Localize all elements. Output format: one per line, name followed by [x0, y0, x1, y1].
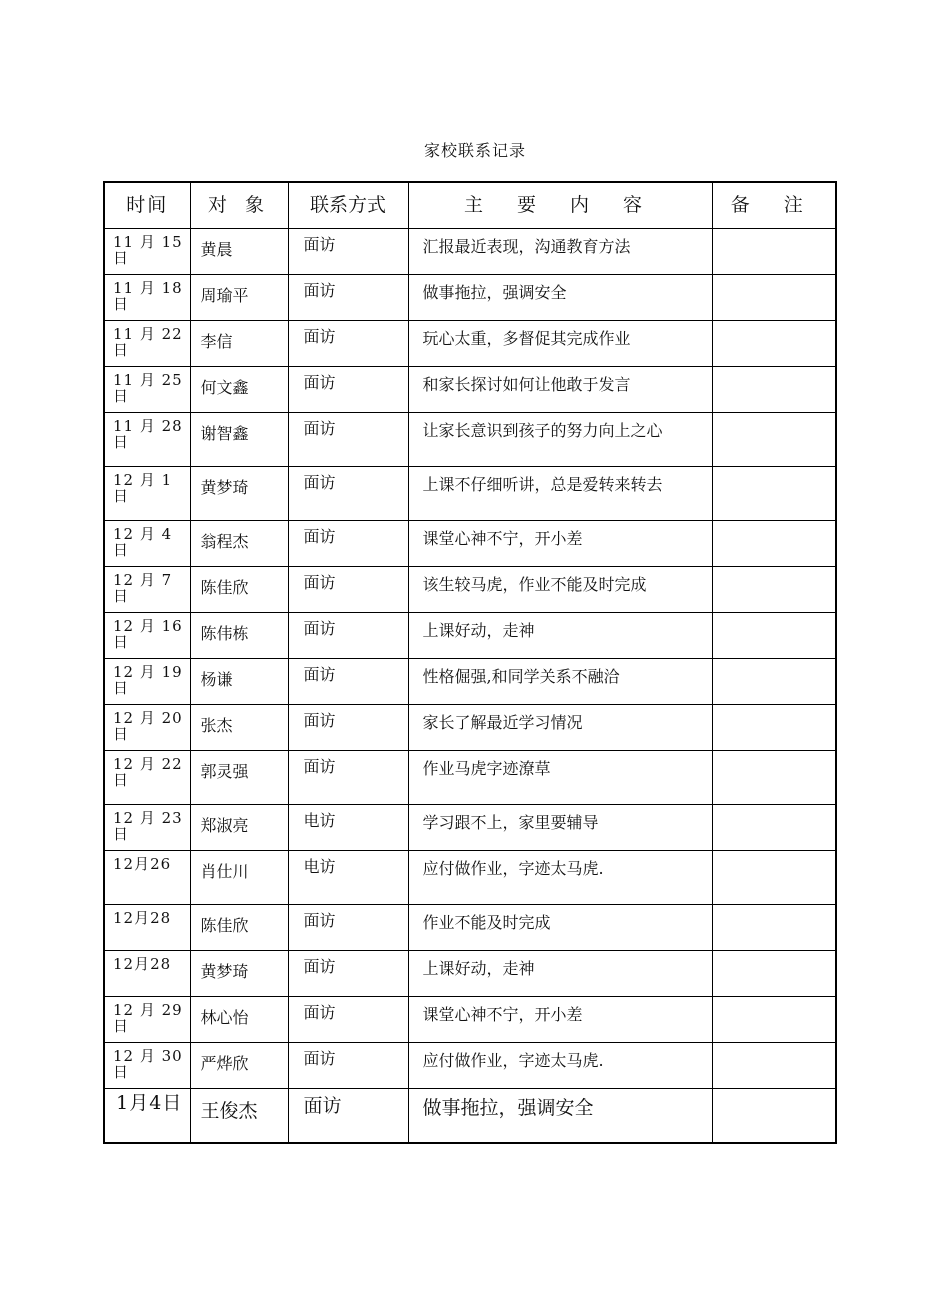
record-notes-cell: [712, 951, 836, 997]
record-method: 面访: [303, 1003, 336, 1022]
record-name-cell: [190, 1089, 288, 1144]
record-method-cell: [288, 367, 408, 413]
table-row: [104, 659, 836, 705]
record-method: 面访: [303, 327, 336, 346]
record-date: 12月28: [113, 955, 172, 973]
record-notes-cell: [712, 805, 836, 851]
table-header-row: [104, 182, 836, 229]
table-row: [104, 705, 836, 751]
record-name-cell: [190, 705, 288, 751]
record-name-cell: [190, 805, 288, 851]
record-method-cell: [288, 659, 408, 705]
record-method: 面访: [303, 573, 336, 592]
record-name-cell: [190, 413, 288, 467]
record-date: 12 月 23 日: [113, 809, 183, 843]
record-date-cell: [104, 951, 190, 997]
record-content: 课堂心神不宁，开小差: [422, 1005, 583, 1024]
record-name-cell: [190, 275, 288, 321]
record-name-cell: [190, 851, 288, 905]
record-name: 郑淑亮: [200, 816, 249, 835]
table-row: [104, 613, 836, 659]
record-method-cell: [288, 613, 408, 659]
record-notes-cell: [712, 1089, 836, 1144]
record-name: 严烨欣: [200, 1054, 249, 1073]
record-method: 面访: [303, 619, 336, 638]
record-method-cell: [288, 413, 408, 467]
table-body: [104, 229, 836, 1144]
record-date: 12 月 22 日: [113, 755, 183, 789]
record-method: 面访: [303, 527, 336, 546]
record-content-cell: [408, 1089, 712, 1144]
record-name-cell: [190, 367, 288, 413]
record-name: 王俊杰: [200, 1100, 258, 1122]
record-notes-cell: [712, 275, 836, 321]
record-date-cell: [104, 1089, 190, 1144]
table-row: [104, 229, 836, 275]
record-date-cell: [104, 805, 190, 851]
record-notes: [713, 951, 836, 958]
record-notes: [713, 751, 836, 758]
record-date-cell: [104, 567, 190, 613]
record-date: 11 月 28 日: [113, 417, 183, 451]
record-notes: [713, 613, 836, 620]
record-date: 11 月 22 日: [113, 325, 183, 359]
record-method-cell: [288, 997, 408, 1043]
record-notes: [713, 805, 836, 812]
record-notes: [713, 997, 836, 1004]
record-notes-cell: [712, 467, 836, 521]
record-content: 家长了解最近学习情况: [422, 713, 583, 732]
table-row: [104, 751, 836, 805]
record-method-cell: [288, 705, 408, 751]
table-row: [104, 997, 836, 1043]
page-title: 家校联系记录: [423, 141, 526, 160]
record-notes-cell: [712, 705, 836, 751]
record-method-cell: [288, 1089, 408, 1144]
record-content-cell: [408, 275, 712, 321]
record-content-cell: [408, 521, 712, 567]
record-date-cell: [104, 705, 190, 751]
record-notes: [713, 1043, 836, 1050]
record-name: 黄梦琦: [200, 478, 249, 497]
record-content-cell: [408, 567, 712, 613]
table-row: [104, 321, 836, 367]
record-notes-cell: [712, 659, 836, 705]
record-content: 上课好动，走神: [422, 959, 535, 978]
record-method: 面访: [303, 1095, 342, 1117]
record-content: 学习跟不上，家里要辅导: [422, 813, 599, 832]
record-method: 面访: [303, 281, 336, 300]
table-row: [104, 905, 836, 951]
record-content-cell: [408, 851, 712, 905]
record-content-cell: [408, 751, 712, 805]
record-date: 12 月 1 日: [113, 471, 173, 505]
record-date: 12月26: [113, 855, 172, 873]
record-date-cell: [104, 521, 190, 567]
record-name: 黄梦琦: [200, 962, 249, 981]
record-content: 作业马虎字迹潦草: [422, 759, 551, 778]
table-row: [104, 367, 836, 413]
table-row: [104, 1043, 836, 1089]
record-name-cell: [190, 321, 288, 367]
record-notes: [713, 1089, 836, 1096]
record-notes-cell: [712, 1043, 836, 1089]
record-name-cell: [190, 905, 288, 951]
record-name: 周瑜平: [200, 286, 249, 305]
header-notes: 备 注: [712, 182, 836, 229]
record-method-cell: [288, 905, 408, 951]
record-content-cell: [408, 467, 712, 521]
record-name-cell: [190, 1043, 288, 1089]
record-date-cell: [104, 905, 190, 951]
record-name-cell: [190, 521, 288, 567]
record-name: 黄晨: [200, 240, 233, 259]
record-content-cell: [408, 951, 712, 997]
record-date: 12 月 19 日: [113, 663, 183, 697]
record-notes-cell: [712, 521, 836, 567]
record-date-cell: [104, 851, 190, 905]
record-method-cell: [288, 1043, 408, 1089]
record-date: 1月4日: [116, 1092, 183, 1114]
record-name: 陈佳欣: [200, 578, 249, 597]
record-name: 杨谦: [200, 670, 233, 689]
record-content: 上课好动，走神: [422, 621, 535, 640]
record-notes: [713, 567, 836, 574]
header-method: 联系方式: [288, 182, 408, 229]
record-method-cell: [288, 951, 408, 997]
record-method-cell: [288, 751, 408, 805]
record-notes-cell: [712, 413, 836, 467]
table-row: [104, 1089, 836, 1144]
record-date: 12月28: [113, 909, 172, 927]
record-notes-cell: [712, 321, 836, 367]
record-name-cell: [190, 951, 288, 997]
record-content-cell: [408, 659, 712, 705]
record-method: 面访: [303, 235, 336, 254]
record-content-cell: [408, 997, 712, 1043]
record-method-cell: [288, 805, 408, 851]
record-date-cell: [104, 229, 190, 275]
record-notes: [713, 851, 836, 858]
record-notes: [713, 229, 836, 236]
record-notes-cell: [712, 613, 836, 659]
record-name-cell: [190, 613, 288, 659]
record-notes-cell: [712, 851, 836, 905]
record-date: 12 月 16 日: [113, 617, 183, 651]
record-content: 该生较马虎，作业不能及时完成: [422, 575, 647, 594]
record-date: 12 月 20 日: [113, 709, 183, 743]
record-name-cell: [190, 229, 288, 275]
record-method: 面访: [303, 1049, 336, 1068]
table-row: [104, 851, 836, 905]
record-method-cell: [288, 567, 408, 613]
record-content-cell: [408, 613, 712, 659]
record-method: 电访: [303, 857, 336, 876]
record-name: 肖仕川: [200, 862, 249, 881]
table-row: [104, 951, 836, 997]
record-content: 汇报最近表现，沟通教育方法: [422, 237, 631, 256]
record-method: 面访: [303, 473, 336, 492]
record-name: 李信: [200, 332, 233, 351]
record-name: 郭灵强: [200, 762, 249, 781]
record-content: 应付做作业，字迹太马虎.: [422, 859, 604, 878]
record-notes-cell: [712, 751, 836, 805]
record-name-cell: [190, 751, 288, 805]
record-name-cell: [190, 567, 288, 613]
record-method: 面访: [303, 665, 336, 684]
table-row: [104, 413, 836, 467]
record-method-cell: [288, 229, 408, 275]
table-row: [104, 521, 836, 567]
record-notes-cell: [712, 367, 836, 413]
record-method-cell: [288, 275, 408, 321]
record-method: 面访: [303, 757, 336, 776]
record-content: 性格倔强,和同学关系不融洽: [422, 667, 620, 686]
table-row: [104, 805, 836, 851]
record-notes-cell: [712, 997, 836, 1043]
record-content-cell: [408, 229, 712, 275]
record-content: 作业不能及时完成: [422, 913, 551, 932]
record-date-cell: [104, 1043, 190, 1089]
record-date: 12 月 7 日: [113, 571, 173, 605]
record-notes: [713, 367, 836, 374]
record-content-cell: [408, 1043, 712, 1089]
record-name: 谢智鑫: [200, 424, 249, 443]
record-date: 12 月 30 日: [113, 1047, 183, 1081]
record-notes-cell: [712, 905, 836, 951]
record-name-cell: [190, 659, 288, 705]
record-notes: [713, 275, 836, 282]
record-date-cell: [104, 367, 190, 413]
record-content: 玩心太重，多督促其完成作业: [422, 329, 631, 348]
record-notes-cell: [712, 567, 836, 613]
contact-record-table: [103, 181, 837, 1144]
record-name: 何文鑫: [200, 378, 249, 397]
record-name: 林心怡: [200, 1008, 249, 1027]
record-date-cell: [104, 659, 190, 705]
record-content: 做事拖拉，强调安全: [422, 1097, 594, 1119]
record-method-cell: [288, 521, 408, 567]
record-content: 课堂心神不宁，开小差: [422, 529, 583, 548]
record-date-cell: [104, 467, 190, 521]
record-content-cell: [408, 413, 712, 467]
record-method-cell: [288, 321, 408, 367]
record-name-cell: [190, 997, 288, 1043]
record-content: 和家长探讨如何让他敢于发言: [422, 375, 631, 394]
record-method: 面访: [303, 373, 336, 392]
record-notes: [713, 413, 836, 420]
record-name: 陈佳欣: [200, 916, 249, 935]
record-notes: [713, 321, 836, 328]
header-content: 主 要 内 容: [408, 182, 712, 229]
record-method-cell: [288, 467, 408, 521]
record-date: 11 月 15 日: [113, 233, 183, 267]
record-method: 面访: [303, 911, 336, 930]
record-content: 做事拖拉，强调安全: [422, 283, 567, 302]
record-notes: [713, 705, 836, 712]
record-date: 12 月 4 日: [113, 525, 173, 559]
record-content-cell: [408, 705, 712, 751]
table-row: [104, 467, 836, 521]
record-date: 12 月 29 日: [113, 1001, 183, 1035]
record-date-cell: [104, 613, 190, 659]
table-row: [104, 567, 836, 613]
record-content-cell: [408, 367, 712, 413]
record-notes: [713, 905, 836, 912]
record-method-cell: [288, 851, 408, 905]
record-name: 张杰: [200, 716, 233, 735]
table-row: [104, 275, 836, 321]
record-date: 11 月 18 日: [113, 279, 183, 313]
record-name: 翁程杰: [200, 532, 249, 551]
record-method: 电访: [303, 811, 336, 830]
record-content: 上课不仔细听讲，总是爱转来转去: [422, 475, 663, 494]
header-time: 时间: [104, 182, 190, 229]
record-content-cell: [408, 805, 712, 851]
record-content: 应付做作业，字迹太马虎.: [422, 1051, 604, 1070]
record-content: 让家长意识到孩子的努力向上之心: [422, 421, 663, 440]
record-name: 陈伟栋: [200, 624, 249, 643]
record-notes: [713, 521, 836, 528]
record-date-cell: [104, 997, 190, 1043]
record-name-cell: [190, 467, 288, 521]
record-date-cell: [104, 321, 190, 367]
record-date-cell: [104, 275, 190, 321]
record-date: 11 月 25 日: [113, 371, 183, 405]
record-date-cell: [104, 751, 190, 805]
record-notes-cell: [712, 229, 836, 275]
record-method: 面访: [303, 957, 336, 976]
record-method: 面访: [303, 419, 336, 438]
record-content-cell: [408, 321, 712, 367]
record-method: 面访: [303, 711, 336, 730]
record-notes: [713, 659, 836, 666]
record-notes: [713, 467, 836, 474]
record-date-cell: [104, 413, 190, 467]
record-content-cell: [408, 905, 712, 951]
header-target: 对 象: [190, 182, 288, 229]
